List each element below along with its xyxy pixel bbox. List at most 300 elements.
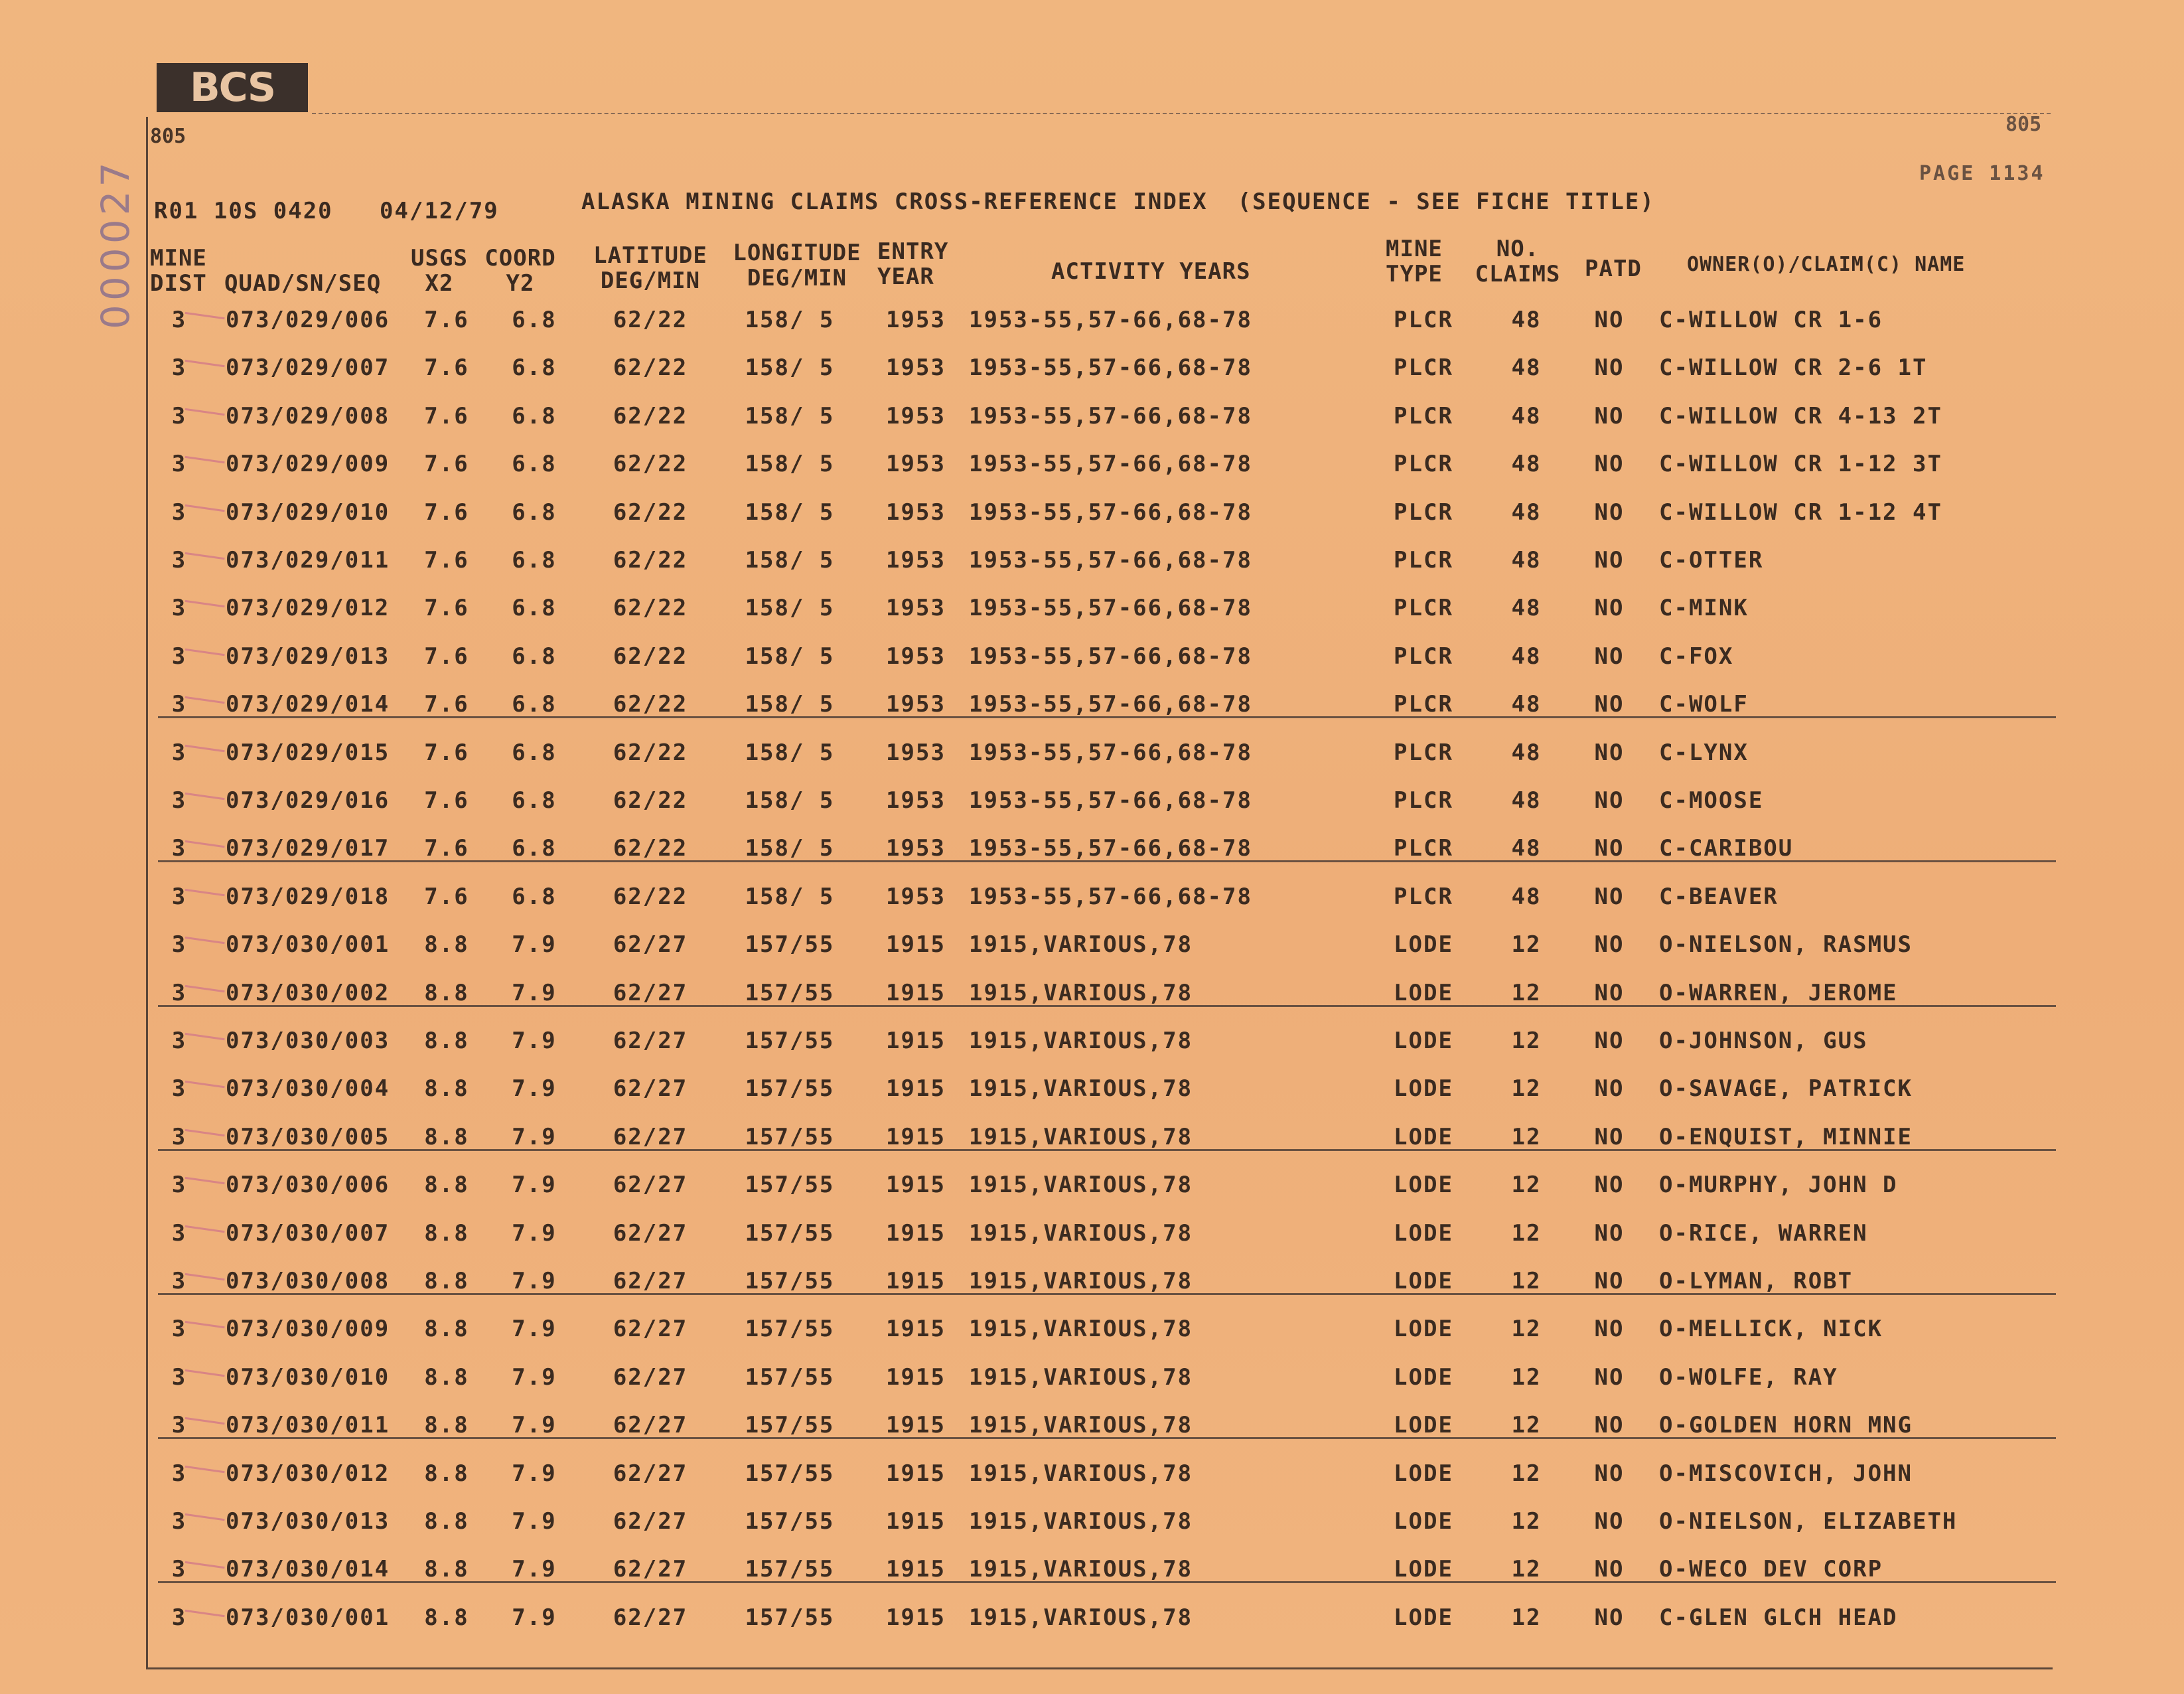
table-row: [0, 1508, 2184, 1548]
mine-type-cell: LODE: [1394, 1172, 1453, 1198]
mine-dist-cell: 3: [171, 884, 187, 910]
longitude-cell: 157/55: [745, 1220, 835, 1247]
claims-count-cell: 48: [1511, 354, 1542, 381]
mine-type-cell: PLCR: [1394, 739, 1453, 766]
table-row: [0, 787, 2184, 827]
quad-cell: 073/030/003: [226, 1028, 390, 1054]
coord-y-cell: 6.8: [512, 547, 557, 574]
patd-cell: NO: [1594, 499, 1625, 526]
longitude-cell: 157/55: [745, 1556, 835, 1582]
mine-type-cell: PLCR: [1394, 787, 1453, 814]
header-entry-year: ENTRY YEAR: [877, 238, 949, 290]
activity-years-cell: 1953-55,57-66,68-78: [969, 547, 1252, 574]
coord-y-cell: 7.9: [512, 1508, 557, 1535]
mine-dist-cell: 3: [171, 691, 187, 718]
latitude-cell: 62/27: [613, 1124, 688, 1150]
usgs-x-cell: 8.8: [424, 1124, 469, 1150]
coord-y-cell: 6.8: [512, 787, 557, 814]
latitude-cell: 62/22: [613, 499, 688, 526]
owner-claim-cell: C-OTTER: [1659, 547, 1764, 574]
coord-y-cell: 6.8: [512, 354, 557, 381]
underline-rule: [158, 1005, 2056, 1007]
latitude-cell: 62/27: [613, 1268, 688, 1294]
latitude-cell: 62/27: [613, 1075, 688, 1102]
activity-years-cell: 1953-55,57-66,68-78: [969, 787, 1252, 814]
entry-year-cell: 1953: [886, 354, 946, 381]
usgs-x-cell: 8.8: [424, 1556, 469, 1582]
patd-cell: NO: [1594, 547, 1625, 574]
patd-cell: NO: [1594, 980, 1625, 1006]
entry-year-cell: 1915: [886, 1412, 946, 1438]
claims-count-cell: 48: [1511, 835, 1542, 862]
coord-y-cell: 7.9: [512, 1268, 557, 1294]
mine-type-cell: PLCR: [1394, 595, 1453, 621]
table-row: [0, 354, 2184, 394]
entry-year-cell: 1915: [886, 1460, 946, 1487]
quad-cell: 073/030/011: [226, 1412, 390, 1438]
side-sequence-number: 000027: [93, 158, 138, 329]
underline-rule: [158, 1437, 2056, 1439]
header-usgs-x: USGS X2: [411, 245, 468, 297]
mine-type-cell: PLCR: [1394, 884, 1453, 910]
owner-claim-cell: O-MURPHY, JOHN D: [1659, 1172, 1898, 1198]
activity-years-cell: 1953-55,57-66,68-78: [969, 403, 1252, 429]
usgs-x-cell: 7.6: [424, 643, 469, 670]
usgs-x-cell: 7.6: [424, 403, 469, 429]
coord-y-cell: 6.8: [512, 451, 557, 477]
mine-dist-cell: 3: [171, 787, 187, 814]
patd-cell: NO: [1594, 739, 1625, 766]
mine-dist-cell: 3: [171, 1075, 187, 1102]
latitude-cell: 62/27: [613, 1172, 688, 1198]
table-row: [0, 884, 2184, 923]
underline-rule: [158, 1581, 2056, 1583]
quad-cell: 073/030/006: [226, 1172, 390, 1198]
patd-cell: NO: [1594, 1604, 1625, 1631]
entry-year-cell: 1953: [886, 691, 946, 718]
quad-cell: 073/030/001: [226, 1604, 390, 1631]
mine-dist-cell: 3: [171, 931, 187, 958]
owner-claim-cell: O-RICE, WARREN: [1659, 1220, 1868, 1247]
claims-count-cell: 12: [1511, 1364, 1542, 1391]
patd-cell: NO: [1594, 1124, 1625, 1150]
activity-years-cell: 1915,VARIOUS,78: [969, 1556, 1193, 1582]
entry-year-cell: 1953: [886, 835, 946, 862]
entry-year-cell: 1915: [886, 980, 946, 1006]
longitude-cell: 157/55: [745, 1460, 835, 1487]
mine-type-cell: LODE: [1394, 1604, 1453, 1631]
table-row: [0, 1220, 2184, 1260]
owner-claim-cell: C-LYNX: [1659, 739, 1749, 766]
owner-claim-cell: C-WILLOW CR 2-6 1T: [1659, 354, 1928, 381]
header-activity-years: ACTIVITY YEARS: [1051, 258, 1251, 285]
table-row: [0, 547, 2184, 587]
quad-cell: 073/030/004: [226, 1075, 390, 1102]
usgs-x-cell: 7.6: [424, 451, 469, 477]
entry-year-cell: 1953: [886, 787, 946, 814]
latitude-cell: 62/27: [613, 1028, 688, 1054]
entry-year-cell: 1953: [886, 643, 946, 670]
longitude-cell: 158/ 5: [745, 739, 835, 766]
mine-dist-cell: 3: [171, 307, 187, 333]
patd-cell: NO: [1594, 1364, 1625, 1391]
table-row: [0, 1172, 2184, 1211]
mine-type-cell: LODE: [1394, 1075, 1453, 1102]
owner-claim-cell: C-CARIBOU: [1659, 835, 1794, 862]
mine-dist-cell: 3: [171, 1028, 187, 1054]
mine-type-cell: PLCR: [1394, 499, 1453, 526]
coord-y-cell: 7.9: [512, 1604, 557, 1631]
patd-cell: NO: [1594, 307, 1625, 333]
latitude-cell: 62/22: [613, 547, 688, 574]
latitude-cell: 62/27: [613, 931, 688, 958]
claims-count-cell: 12: [1511, 1412, 1542, 1438]
activity-years-cell: 1915,VARIOUS,78: [969, 1268, 1193, 1294]
claims-count-cell: 48: [1511, 643, 1542, 670]
activity-years-cell: 1915,VARIOUS,78: [969, 1028, 1193, 1054]
usgs-x-cell: 8.8: [424, 931, 469, 958]
patd-cell: NO: [1594, 1556, 1625, 1582]
coord-y-cell: 7.9: [512, 1364, 557, 1391]
owner-claim-cell: O-NIELSON, RASMUS: [1659, 931, 1913, 958]
owner-claim-cell: O-JOHNSON, GUS: [1659, 1028, 1868, 1054]
longitude-cell: 157/55: [745, 1124, 835, 1150]
mine-dist-cell: 3: [171, 1508, 187, 1535]
activity-years-cell: 1953-55,57-66,68-78: [969, 354, 1252, 381]
latitude-cell: 62/22: [613, 451, 688, 477]
underline-rule: [158, 1293, 2056, 1295]
header-rule: [312, 113, 2051, 114]
header-mine-dist: MINE DIST: [150, 245, 207, 297]
latitude-cell: 62/27: [613, 1412, 688, 1438]
header-latitude: LATITUDE DEG/MIN: [593, 242, 707, 294]
longitude-cell: 157/55: [745, 1172, 835, 1198]
quad-cell: 073/030/001: [226, 931, 390, 958]
table-row: [0, 931, 2184, 971]
owner-claim-cell: O-NIELSON, ELIZABETH: [1659, 1508, 1958, 1535]
activity-years-cell: 1915,VARIOUS,78: [969, 1364, 1193, 1391]
usgs-x-cell: 8.8: [424, 1412, 469, 1438]
table-row: [0, 1460, 2184, 1500]
longitude-cell: 158/ 5: [745, 595, 835, 621]
activity-years-cell: 1915,VARIOUS,78: [969, 931, 1193, 958]
coord-y-cell: 6.8: [512, 691, 557, 718]
mine-dist-cell: 3: [171, 835, 187, 862]
mine-dist-cell: 3: [171, 1364, 187, 1391]
usgs-x-cell: 8.8: [424, 1028, 469, 1054]
coord-y-cell: 6.8: [512, 307, 557, 333]
quad-cell: 073/029/015: [226, 739, 390, 766]
longitude-cell: 157/55: [745, 1604, 835, 1631]
table-row: [0, 739, 2184, 779]
claims-count-cell: 48: [1511, 547, 1542, 574]
patd-cell: NO: [1594, 1220, 1625, 1247]
entry-year-cell: 1915: [886, 1364, 946, 1391]
table-row: [0, 499, 2184, 539]
mine-dist-cell: 3: [171, 739, 187, 766]
owner-claim-cell: O-SAVAGE, PATRICK: [1659, 1075, 1913, 1102]
mine-type-cell: PLCR: [1394, 835, 1453, 862]
mine-type-cell: LODE: [1394, 1460, 1453, 1487]
patd-cell: NO: [1594, 884, 1625, 910]
activity-years-cell: 1915,VARIOUS,78: [969, 1124, 1193, 1150]
claims-count-cell: 12: [1511, 1508, 1542, 1535]
mine-type-cell: PLCR: [1394, 547, 1453, 574]
mine-dist-cell: 3: [171, 1268, 187, 1294]
quad-cell: 073/030/009: [226, 1316, 390, 1342]
quad-cell: 073/030/002: [226, 980, 390, 1006]
patd-cell: NO: [1594, 835, 1625, 862]
coord-y-cell: 6.8: [512, 643, 557, 670]
activity-years-cell: 1953-55,57-66,68-78: [969, 595, 1252, 621]
coord-y-cell: 6.8: [512, 499, 557, 526]
mine-type-cell: LODE: [1394, 980, 1453, 1006]
coord-y-cell: 7.9: [512, 931, 557, 958]
latitude-cell: 62/22: [613, 787, 688, 814]
report-date: 04/12/79: [380, 198, 499, 224]
table-row: [0, 1075, 2184, 1115]
quad-cell: 073/030/012: [226, 1460, 390, 1487]
claims-count-cell: 48: [1511, 499, 1542, 526]
claims-count-cell: 12: [1511, 1220, 1542, 1247]
owner-claim-cell: C-WILLOW CR 1-12 3T: [1659, 451, 1942, 477]
header-mine-type: MINE TYPE: [1386, 236, 1443, 287]
patd-cell: NO: [1594, 1508, 1625, 1535]
activity-years-cell: 1915,VARIOUS,78: [969, 1460, 1193, 1487]
coord-y-cell: 7.9: [512, 1172, 557, 1198]
quad-cell: 073/030/013: [226, 1508, 390, 1535]
entry-year-cell: 1915: [886, 1508, 946, 1535]
latitude-cell: 62/22: [613, 595, 688, 621]
claims-count-cell: 48: [1511, 403, 1542, 429]
activity-years-cell: 1915,VARIOUS,78: [969, 1075, 1193, 1102]
mine-dist-cell: 3: [171, 1220, 187, 1247]
quad-cell: 073/030/005: [226, 1124, 390, 1150]
quad-cell: 073/030/008: [226, 1268, 390, 1294]
mine-type-cell: LODE: [1394, 1220, 1453, 1247]
table-row: [0, 1124, 2184, 1164]
claims-count-cell: 12: [1511, 1028, 1542, 1054]
longitude-cell: 158/ 5: [745, 547, 835, 574]
usgs-x-cell: 8.8: [424, 1220, 469, 1247]
coord-y-cell: 6.8: [512, 884, 557, 910]
claims-count-cell: 12: [1511, 1556, 1542, 1582]
mine-type-cell: LODE: [1394, 1028, 1453, 1054]
latitude-cell: 62/27: [613, 1460, 688, 1487]
mine-type-cell: PLCR: [1394, 354, 1453, 381]
table-row: [0, 643, 2184, 683]
table-row: [0, 403, 2184, 443]
owner-claim-cell: O-WOLFE, RAY: [1659, 1364, 1838, 1391]
quad-cell: 073/029/017: [226, 835, 390, 862]
entry-year-cell: 1915: [886, 1124, 946, 1150]
table-row: [0, 1412, 2184, 1452]
mine-dist-cell: 3: [171, 1460, 187, 1487]
patd-cell: NO: [1594, 643, 1625, 670]
entry-year-cell: 1953: [886, 595, 946, 621]
usgs-x-cell: 7.6: [424, 739, 469, 766]
entry-year-cell: 1953: [886, 403, 946, 429]
latitude-cell: 62/22: [613, 739, 688, 766]
entry-year-cell: 1953: [886, 739, 946, 766]
latitude-cell: 62/27: [613, 1604, 688, 1631]
table-row: [0, 1604, 2184, 1644]
mine-dist-cell: 3: [171, 1172, 187, 1198]
longitude-cell: 158/ 5: [745, 835, 835, 862]
longitude-cell: 158/ 5: [745, 403, 835, 429]
mine-dist-cell: 3: [171, 1124, 187, 1150]
usgs-x-cell: 7.6: [424, 354, 469, 381]
table-row: [0, 835, 2184, 875]
entry-year-cell: 1915: [886, 1316, 946, 1342]
mine-type-cell: LODE: [1394, 1268, 1453, 1294]
coord-y-cell: 7.9: [512, 1075, 557, 1102]
entry-year-cell: 1915: [886, 1556, 946, 1582]
coord-y-cell: 6.8: [512, 739, 557, 766]
longitude-cell: 157/55: [745, 980, 835, 1006]
claims-count-cell: 12: [1511, 980, 1542, 1006]
activity-years-cell: 1915,VARIOUS,78: [969, 1508, 1193, 1535]
quad-cell: 073/030/010: [226, 1364, 390, 1391]
activity-years-cell: 1915,VARIOUS,78: [969, 1316, 1193, 1342]
claims-count-cell: 12: [1511, 1172, 1542, 1198]
entry-year-cell: 1953: [886, 884, 946, 910]
table-row: [0, 1028, 2184, 1067]
claims-count-cell: 12: [1511, 931, 1542, 958]
mine-type-cell: LODE: [1394, 1124, 1453, 1150]
owner-claim-cell: C-FOX: [1659, 643, 1734, 670]
usgs-x-cell: 7.6: [424, 691, 469, 718]
table-row: [0, 1316, 2184, 1355]
quad-cell: 073/029/006: [226, 307, 390, 333]
entry-year-cell: 1915: [886, 1268, 946, 1294]
latitude-cell: 62/22: [613, 835, 688, 862]
mine-type-cell: LODE: [1394, 1364, 1453, 1391]
latitude-cell: 62/22: [613, 307, 688, 333]
mine-type-cell: PLCR: [1394, 403, 1453, 429]
activity-years-cell: 1915,VARIOUS,78: [969, 1604, 1193, 1631]
underline-rule: [158, 860, 2056, 862]
usgs-x-cell: 7.6: [424, 547, 469, 574]
owner-claim-cell: C-BEAVER: [1659, 884, 1779, 910]
activity-years-cell: 1915,VARIOUS,78: [969, 980, 1193, 1006]
latitude-cell: 62/22: [613, 403, 688, 429]
bcs-logo: BCS: [157, 63, 308, 112]
table-row: [0, 595, 2184, 635]
longitude-cell: 158/ 5: [745, 451, 835, 477]
usgs-x-cell: 8.8: [424, 1604, 469, 1631]
entry-year-cell: 1953: [886, 547, 946, 574]
header-quad: QUAD/SN/SEQ: [224, 270, 382, 297]
claims-count-cell: 12: [1511, 1268, 1542, 1294]
longitude-cell: 157/55: [745, 1412, 835, 1438]
owner-claim-cell: C-WILLOW CR 4-13 2T: [1659, 403, 1942, 429]
latitude-cell: 62/22: [613, 354, 688, 381]
entry-year-cell: 1915: [886, 1220, 946, 1247]
header-patd: PATD: [1585, 256, 1642, 282]
coord-y-cell: 7.9: [512, 1028, 557, 1054]
quad-cell: 073/029/007: [226, 354, 390, 381]
longitude-cell: 157/55: [745, 1364, 835, 1391]
longitude-cell: 158/ 5: [745, 499, 835, 526]
activity-years-cell: 1953-55,57-66,68-78: [969, 691, 1252, 718]
report-id: R01 10S 0420: [154, 198, 333, 224]
owner-claim-cell: C-MOOSE: [1659, 787, 1764, 814]
table-row: [0, 1268, 2184, 1308]
claims-count-cell: 48: [1511, 307, 1542, 333]
quad-cell: 073/029/018: [226, 884, 390, 910]
owner-claim-cell: C-WILLOW CR 1-6: [1659, 307, 1883, 333]
mine-dist-cell: 3: [171, 1316, 187, 1342]
claims-count-cell: 48: [1511, 884, 1542, 910]
mine-dist-cell: 3: [171, 595, 187, 621]
mine-type-cell: PLCR: [1394, 643, 1453, 670]
claims-count-cell: 48: [1511, 787, 1542, 814]
owner-claim-cell: O-WECO DEV CORP: [1659, 1556, 1883, 1582]
fiche-code-left: 805: [150, 125, 186, 148]
latitude-cell: 62/27: [613, 1364, 688, 1391]
quad-cell: 073/029/011: [226, 547, 390, 574]
patd-cell: NO: [1594, 403, 1625, 429]
coord-y-cell: 7.9: [512, 1124, 557, 1150]
longitude-cell: 157/55: [745, 1316, 835, 1342]
quad-cell: 073/029/008: [226, 403, 390, 429]
longitude-cell: 157/55: [745, 1508, 835, 1535]
latitude-cell: 62/27: [613, 1556, 688, 1582]
quad-cell: 073/030/007: [226, 1220, 390, 1247]
usgs-x-cell: 7.6: [424, 884, 469, 910]
latitude-cell: 62/27: [613, 1508, 688, 1535]
entry-year-cell: 1915: [886, 1172, 946, 1198]
latitude-cell: 62/22: [613, 884, 688, 910]
header-longitude: LONGITUDE DEG/MIN: [733, 240, 861, 291]
patd-cell: NO: [1594, 1460, 1625, 1487]
patd-cell: NO: [1594, 595, 1625, 621]
usgs-x-cell: 8.8: [424, 1172, 469, 1198]
usgs-x-cell: 7.6: [424, 787, 469, 814]
table-row: [0, 307, 2184, 346]
latitude-cell: 62/22: [613, 643, 688, 670]
owner-claim-cell: C-GLEN GLCH HEAD: [1659, 1604, 1898, 1631]
latitude-cell: 62/27: [613, 1220, 688, 1247]
longitude-cell: 157/55: [745, 1268, 835, 1294]
claims-count-cell: 12: [1511, 1604, 1542, 1631]
coord-y-cell: 7.9: [512, 1316, 557, 1342]
claims-count-cell: 48: [1511, 691, 1542, 718]
latitude-cell: 62/22: [613, 691, 688, 718]
mine-type-cell: PLCR: [1394, 451, 1453, 477]
mine-dist-cell: 3: [171, 499, 187, 526]
owner-claim-cell: C-WILLOW CR 1-12 4T: [1659, 499, 1942, 526]
activity-years-cell: 1915,VARIOUS,78: [969, 1412, 1193, 1438]
mine-dist-cell: 3: [171, 354, 187, 381]
mine-type-cell: PLCR: [1394, 691, 1453, 718]
longitude-cell: 158/ 5: [745, 691, 835, 718]
patd-cell: NO: [1594, 1172, 1625, 1198]
patd-cell: NO: [1594, 1028, 1625, 1054]
usgs-x-cell: 8.8: [424, 1508, 469, 1535]
patd-cell: NO: [1594, 1412, 1625, 1438]
entry-year-cell: 1915: [886, 1028, 946, 1054]
table-row: [0, 451, 2184, 491]
quad-cell: 073/029/010: [226, 499, 390, 526]
page-number: PAGE 1134: [1919, 162, 2045, 185]
entry-year-cell: 1953: [886, 451, 946, 477]
claims-count-cell: 12: [1511, 1460, 1542, 1487]
mine-dist-cell: 3: [171, 403, 187, 429]
usgs-x-cell: 8.8: [424, 1364, 469, 1391]
activity-years-cell: 1953-55,57-66,68-78: [969, 884, 1252, 910]
